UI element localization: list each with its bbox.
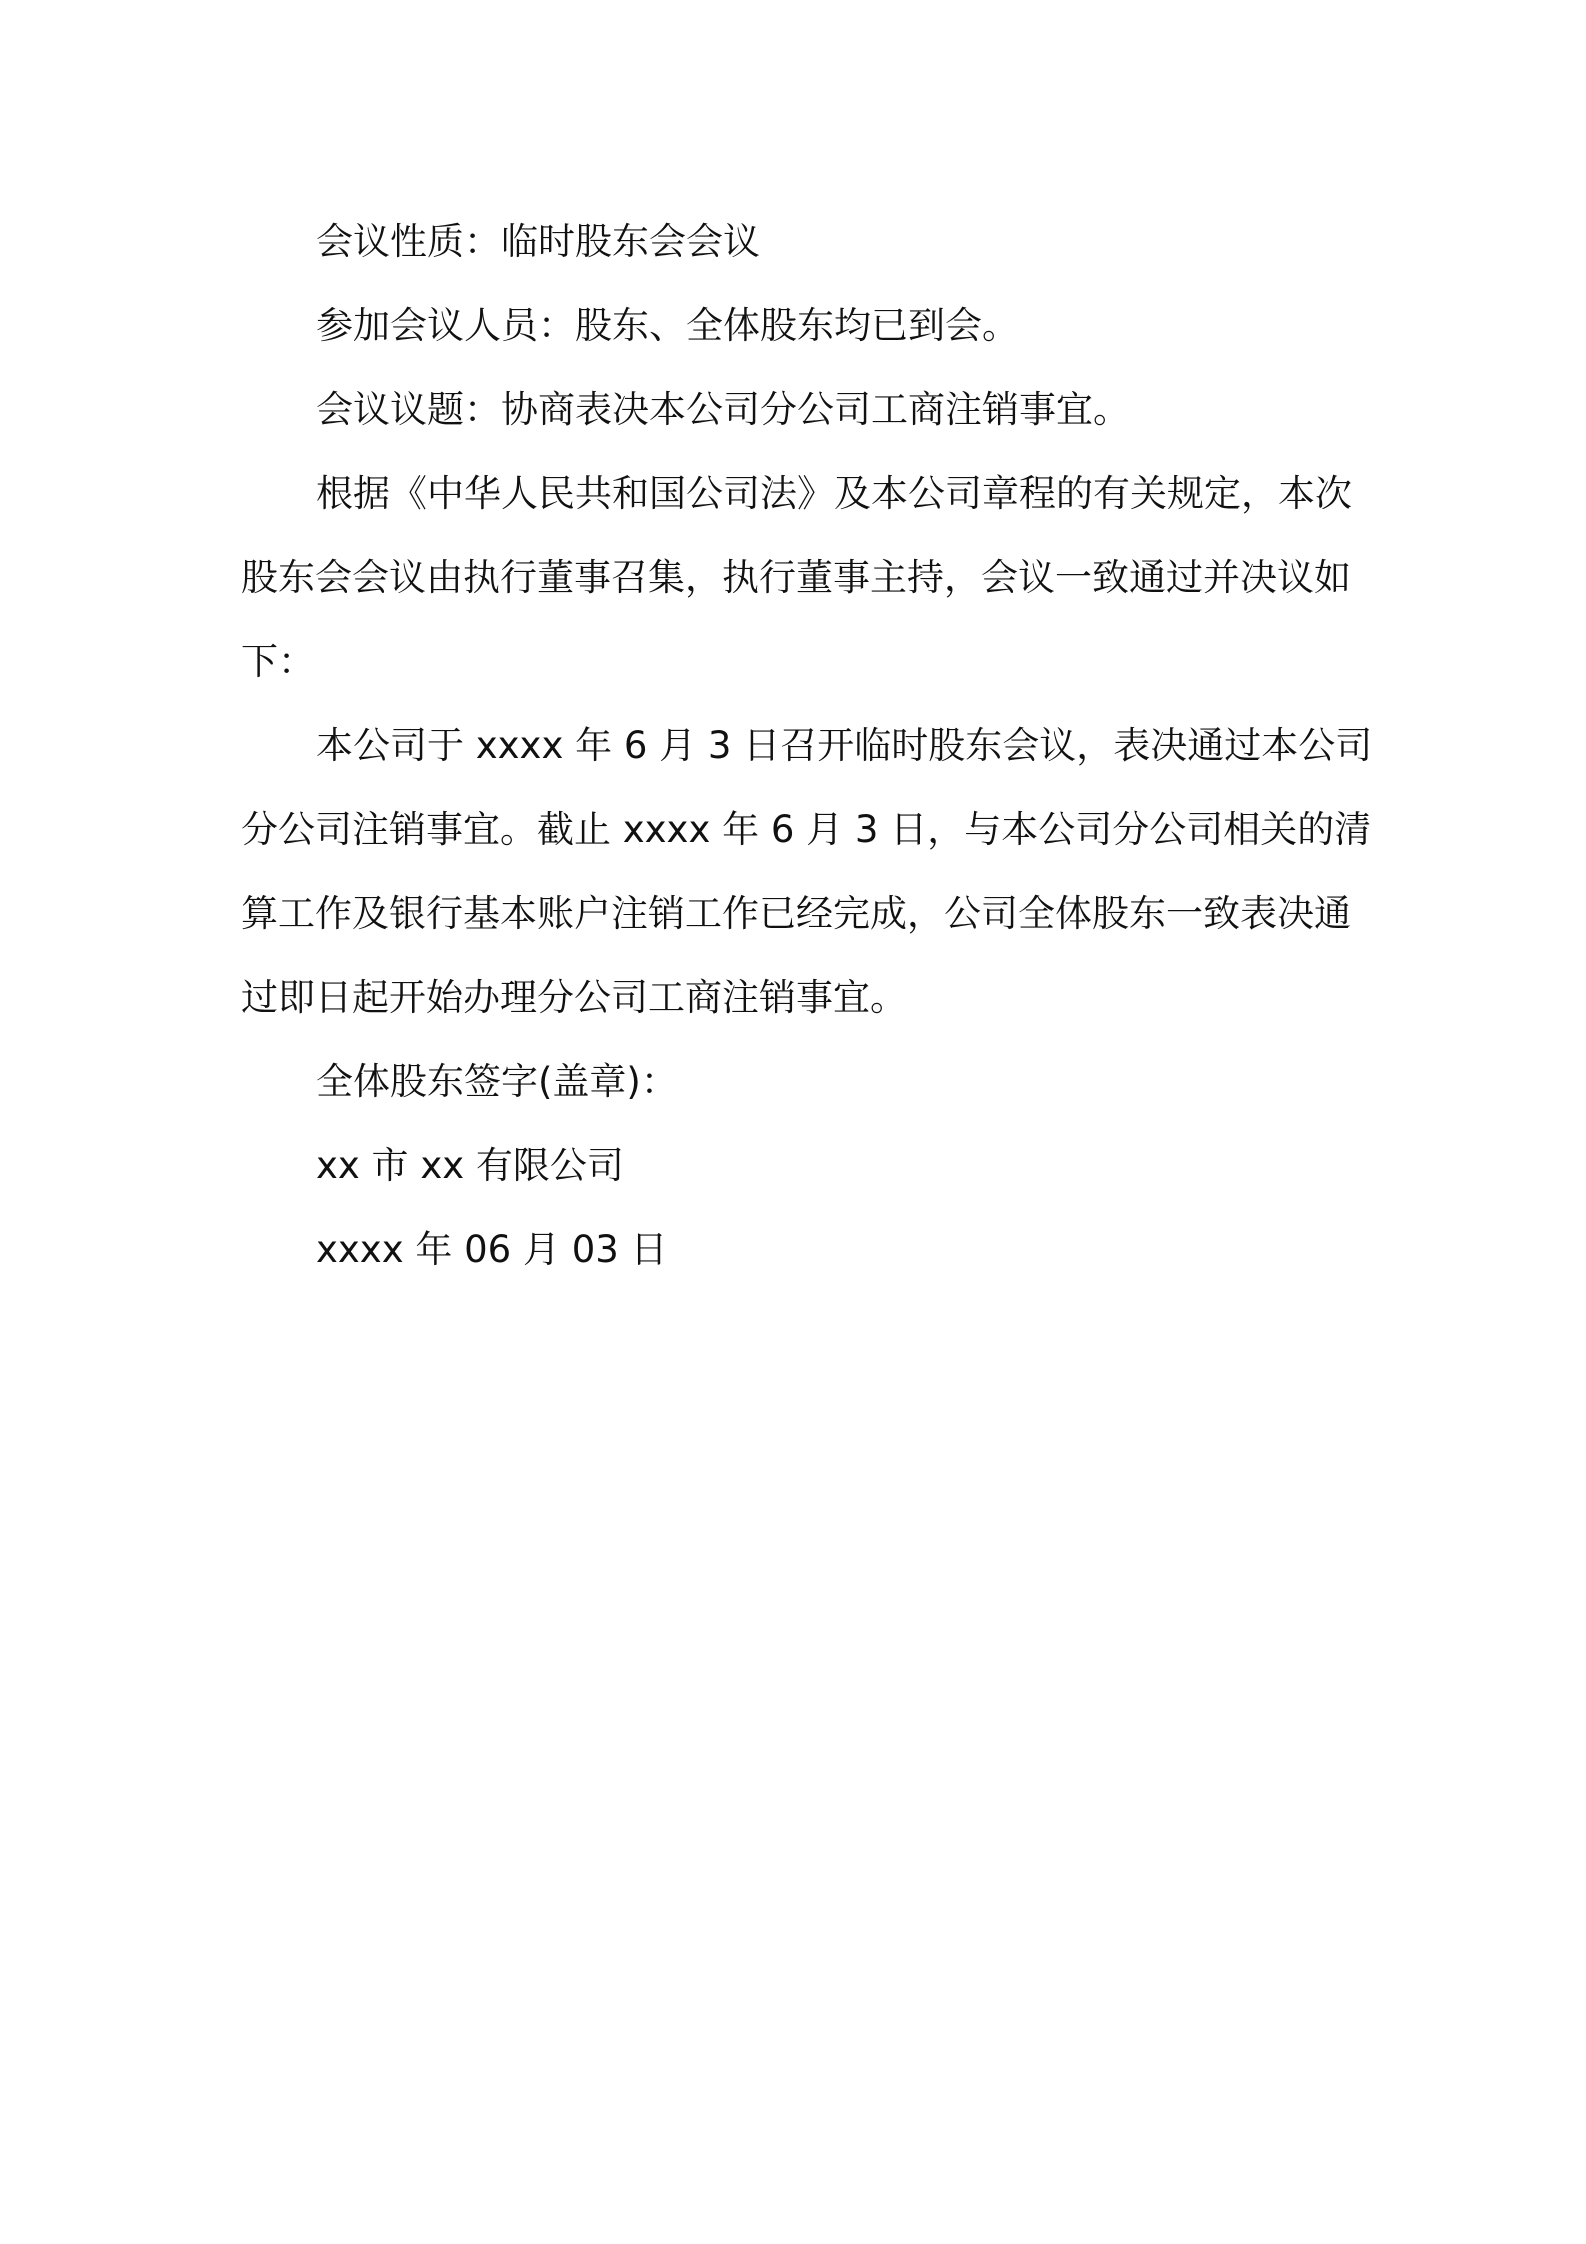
company-name: xx 市 xx 有限公司 xyxy=(316,1144,624,1187)
basis-paragraph xyxy=(241,452,1356,704)
document-date: xxxx 年 06 月 03 日 xyxy=(316,1228,668,1271)
paragraph-line: 过即日起开始办理分公司工商注销事宜。 xyxy=(241,976,907,1019)
resolution-paragraph xyxy=(241,704,1373,1040)
paragraph-line: 股东会会议由执行董事召集，执行董事主持，会议一致通过并决议如 xyxy=(241,556,1351,599)
paragraph-line: 算工作及银行基本账户注销工作已经完成，公司全体股东一致表决通 xyxy=(241,892,1351,935)
meeting-topic: 会议议题：协商表决本公司分公司工商注销事宜。 xyxy=(316,388,1130,431)
meeting-nature: 会议性质：临时股东会会议 xyxy=(316,220,760,263)
paragraph-line: 根据《中华人民共和国公司法》及本公司章程的有关规定，本次 xyxy=(316,472,1352,515)
paragraph-line: 下： xyxy=(241,640,315,683)
signature-label: 全体股东签字(盖章)： xyxy=(316,1060,678,1103)
document-body xyxy=(241,200,1373,1292)
meeting-attendees: 参加会议人员：股东、全体股东均已到会。 xyxy=(316,304,1019,347)
paragraph-line: 分公司注销事宜。截止 xxxx 年 6 月 3 日，与本公司分公司相关的清 xyxy=(241,808,1372,851)
paragraph-line: 本公司于 xxxx 年 6 月 3 日召开临时股东会议，表决通过本公司 xyxy=(316,724,1373,767)
